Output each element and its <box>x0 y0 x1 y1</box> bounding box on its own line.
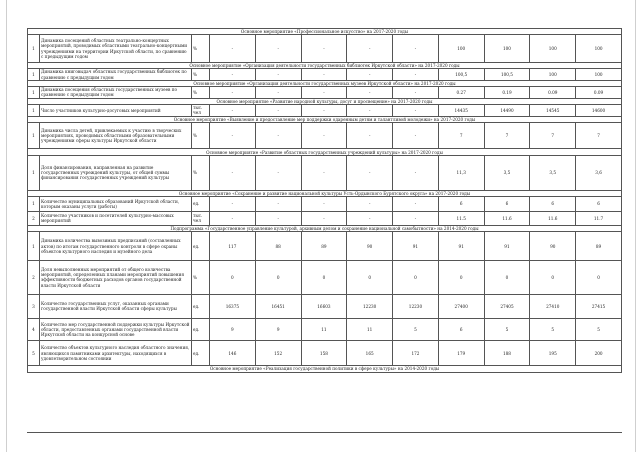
value-cell: 7 <box>484 122 530 149</box>
value-cell: - <box>347 155 393 190</box>
value-cell: - <box>347 211 393 225</box>
value-cell: 152 <box>255 341 301 366</box>
section-header: Основное мероприятие «Организация деятельности государственных библиотек Иркутской области» на 2017-2020 годы <box>28 62 622 68</box>
indicator-name: Количество муниципальных образований Иркутской области, которым оказаны услуги (работы) <box>40 197 192 212</box>
value-cell: - <box>393 211 439 225</box>
value-cell: - <box>255 197 301 212</box>
value-cell: 179 <box>438 341 484 366</box>
table-row <box>28 318 622 341</box>
indicator-name: Доля невыполненных мероприятий от общего количества мероприятий, определенных планами мероприятий повышения эффективности бюджетных расходов органов государственной власти Иркутской области <box>40 261 192 295</box>
value-cell: 16375 <box>210 294 256 318</box>
value-cell: - <box>393 69 439 81</box>
unit-cell: ед. <box>192 232 210 261</box>
value-cell: 5 <box>484 318 530 341</box>
value-cell: 6 <box>576 197 622 212</box>
value-cell: 88 <box>255 232 301 261</box>
value-cell: 172 <box>393 341 439 366</box>
value-cell: 14490 <box>484 105 530 117</box>
value-cell: 117 <box>210 232 256 261</box>
value-cell: - <box>347 122 393 149</box>
value-cell: 11.7 <box>576 211 622 225</box>
value-cell: - <box>393 155 439 190</box>
table-row <box>28 341 622 366</box>
row-number: 1 <box>28 155 40 190</box>
indicator-name: Динамика посещений областных театрально-концертных мероприятий, проводимых областными театрально-концертными учреждениями на территории Иркутской области, по сравнению с предыдущим годом <box>40 35 192 63</box>
value-cell: - <box>210 35 256 63</box>
value-cell: - <box>210 197 256 212</box>
value-cell: 3,5 <box>484 155 530 190</box>
value-cell: 3,6 <box>576 155 622 190</box>
value-cell: - <box>301 155 347 190</box>
row-number: 1 <box>28 69 40 81</box>
value-cell: 16451 <box>255 294 301 318</box>
value-cell: 11.5 <box>438 211 484 225</box>
value-cell: 0 <box>530 261 576 295</box>
value-cell: - <box>393 105 439 117</box>
value-cell: 11,3 <box>438 155 484 190</box>
value-cell: - <box>301 122 347 149</box>
value-cell: - <box>301 105 347 117</box>
value-cell: - <box>255 105 301 117</box>
section-header: Основное мероприятие «Реализация государственной политики в сфере культуры» на 2014-2020 годы <box>28 366 622 372</box>
table-row <box>28 294 622 318</box>
value-cell: 9 <box>210 318 256 341</box>
value-cell: 0.09 <box>576 87 622 99</box>
value-cell: - <box>210 87 256 99</box>
value-cell: 90 <box>530 232 576 261</box>
value-cell: 100 <box>530 69 576 81</box>
value-cell: - <box>255 211 301 225</box>
value-cell: - <box>347 87 393 99</box>
unit-cell: ед. <box>192 294 210 318</box>
value-cell: 5 <box>393 318 439 341</box>
indicator-name: Количество государственных услуг, оказанных органами государственной власти Иркутской области сферы культуры <box>40 294 192 318</box>
indicator-name: Динамика числа детей, привлекаемых к участию в творческих мероприятиях, проводимых областными образовательными учреждениями сферы культуры Иркутской области <box>40 122 192 149</box>
value-cell: - <box>210 69 256 81</box>
section-header: Основное мероприятие «Развитие областных государственных учреждений культуры» на 2017-2020 годы <box>28 149 622 155</box>
value-cell: 0 <box>484 261 530 295</box>
value-cell: - <box>255 35 301 63</box>
value-cell: - <box>255 155 301 190</box>
value-cell: 3,5 <box>530 155 576 190</box>
value-cell: 6 <box>530 197 576 212</box>
row-number: 5 <box>28 341 40 366</box>
row-number: 1 <box>28 87 40 99</box>
section-header: Основное мероприятие «Развитие народной культуры, досуг и просвещение» на 2017-2020 годы <box>28 98 622 104</box>
value-cell: 0.09 <box>530 87 576 99</box>
unit-cell: тыс. чел <box>192 211 210 225</box>
value-cell: - <box>255 87 301 99</box>
table-row <box>28 35 622 63</box>
table-row <box>28 197 622 212</box>
value-cell: 7 <box>576 122 622 149</box>
value-cell: - <box>301 69 347 81</box>
value-cell: 11 <box>301 318 347 341</box>
unit-cell: ед. <box>192 318 210 341</box>
value-cell: 11.6 <box>484 211 530 225</box>
row-number: 2 <box>28 261 40 295</box>
value-cell: - <box>210 122 256 149</box>
indicator-name: Динамика посещения областных государственных музеев по сравнению с предыдущим годом <box>40 87 192 99</box>
value-cell: 100 <box>438 35 484 63</box>
row-number: 3 <box>28 294 40 318</box>
value-cell: 9 <box>255 318 301 341</box>
value-cell: - <box>301 87 347 99</box>
value-cell: - <box>255 69 301 81</box>
section-header: Основное мероприятие «Сохранение и развитие национальной культуры Усть-Ордынского Бурятского округа» на 2017-2020 годы <box>28 190 622 196</box>
value-cell: 0.27 <box>438 87 484 99</box>
value-cell: - <box>255 122 301 149</box>
value-cell: 6 <box>484 197 530 212</box>
table-row <box>28 261 622 295</box>
value-cell: 12230 <box>393 294 439 318</box>
value-cell: 0 <box>438 261 484 295</box>
indicator-name: Доля финансирования, направленная на развитие государственных учреждений культуры, от общей суммы финансирования государственных учреждений культуры <box>40 155 192 190</box>
section-header: Основное мероприятие «Профессиональное искусство» на 2017-2020 годы <box>28 29 622 35</box>
value-cell: 158 <box>301 341 347 366</box>
value-cell: 14545 <box>530 105 576 117</box>
unit-cell: % <box>192 155 210 190</box>
row-number: 1 <box>28 35 40 63</box>
unit-cell: тыс. чел <box>192 105 210 117</box>
row-number: 4 <box>28 318 40 341</box>
row-number: 1 <box>28 197 40 212</box>
row-number: 2 <box>28 211 40 225</box>
unit-cell: % <box>192 69 210 81</box>
value-cell: 0 <box>393 261 439 295</box>
indicators-table <box>27 28 622 373</box>
value-cell: 27410 <box>530 294 576 318</box>
value-cell: 165 <box>347 341 393 366</box>
table-row <box>28 155 622 190</box>
value-cell: - <box>393 197 439 212</box>
value-cell: 0 <box>301 261 347 295</box>
value-cell: 146 <box>210 341 256 366</box>
value-cell: 12230 <box>347 294 393 318</box>
value-cell: 100,5 <box>484 69 530 81</box>
value-cell: 7 <box>438 122 484 149</box>
section-header: Подпрограмма «Государственное управление культурой, архивным делом и сохранение национальной самобытности» на 2014-2020 годы <box>28 225 622 231</box>
value-cell: - <box>347 35 393 63</box>
indicator-name: Количество мер государственной поддержки культуры Иркутской области, предоставленных органами государственной власти Иркутской области на конкурсной основе <box>40 318 192 341</box>
table-row <box>28 232 622 261</box>
value-cell: 100 <box>576 35 622 63</box>
indicator-name: Динамика книговыдач областных государственных библиотек по сравнению с предыдущим годом <box>40 69 192 81</box>
value-cell: - <box>347 105 393 117</box>
value-cell: 89 <box>576 232 622 261</box>
section-header-row <box>28 366 622 372</box>
value-cell: - <box>347 69 393 81</box>
value-cell: 6 <box>438 197 484 212</box>
value-cell: 91 <box>484 232 530 261</box>
value-cell: 0 <box>347 261 393 295</box>
value-cell: 100 <box>484 35 530 63</box>
value-cell: 0.19 <box>484 87 530 99</box>
value-cell: 90 <box>347 232 393 261</box>
value-cell: 91 <box>438 232 484 261</box>
value-cell: 188 <box>484 341 530 366</box>
value-cell: 6 <box>438 318 484 341</box>
table-bottom-border <box>27 432 622 433</box>
unit-cell: ед. <box>192 341 210 366</box>
value-cell: 27400 <box>438 294 484 318</box>
table-row <box>28 69 622 81</box>
section-header: Основное мероприятие «Выявление и предоставление мер поддержки одаренным детям и талантливой молодежи» на 2017-2020 годы <box>28 116 622 122</box>
indicator-name: Количество участников и посетителей культурно-массовых мероприятий <box>40 211 192 225</box>
value-cell: 89 <box>301 232 347 261</box>
value-cell: 7 <box>530 122 576 149</box>
value-cell: 200 <box>576 341 622 366</box>
value-cell: - <box>301 197 347 212</box>
value-cell: 0 <box>576 261 622 295</box>
value-cell: 100 <box>530 35 576 63</box>
unit-cell: % <box>192 122 210 149</box>
value-cell: 11 <box>347 318 393 341</box>
value-cell: - <box>393 87 439 99</box>
value-cell: - <box>210 211 256 225</box>
value-cell: 14435 <box>438 105 484 117</box>
value-cell: 5 <box>530 318 576 341</box>
table-row <box>28 105 622 117</box>
unit-cell: % <box>192 261 210 295</box>
table-row <box>28 87 622 99</box>
value-cell: 100 <box>576 69 622 81</box>
value-cell: 91 <box>393 232 439 261</box>
indicator-name: Количество объектов культурного наследия областного значения, являющихся памятниками архитектуры, находящихся в удовлетворительном состоянии <box>40 341 192 366</box>
value-cell: 0 <box>255 261 301 295</box>
row-number: 1 <box>28 122 40 149</box>
section-header: Основное мероприятие «Организация деятельности государственных музеев Иркутской области» на 2017-2020 годы <box>28 80 622 86</box>
unit-cell: % <box>192 87 210 99</box>
indicator-name: Динамика количества вывозимых предписаний (составленных актов) по итогам государственного контроля в сфере охраны объектов культурного наследия и музейного дела <box>40 232 192 261</box>
value-cell: 195 <box>530 341 576 366</box>
table-row <box>28 122 622 149</box>
document-page <box>6 0 636 452</box>
value-cell: - <box>210 105 256 117</box>
row-number: 1 <box>28 232 40 261</box>
table-row <box>28 211 622 225</box>
value-cell: - <box>301 35 347 63</box>
value-cell: 11.6 <box>530 211 576 225</box>
value-cell: 27405 <box>484 294 530 318</box>
value-cell: - <box>210 155 256 190</box>
value-cell: 0 <box>210 261 256 295</box>
unit-cell: % <box>192 35 210 63</box>
value-cell: - <box>393 35 439 63</box>
value-cell: 100,5 <box>438 69 484 81</box>
indicators-table-body <box>28 29 622 373</box>
value-cell: 5 <box>576 318 622 341</box>
row-number: 1 <box>28 105 40 117</box>
value-cell: 14600 <box>576 105 622 117</box>
unit-cell: ед. <box>192 197 210 212</box>
value-cell: 16603 <box>301 294 347 318</box>
value-cell: - <box>393 122 439 149</box>
value-cell: - <box>301 211 347 225</box>
indicator-name: Число участников культурно-досуговых мероприятий <box>40 105 192 117</box>
value-cell: - <box>347 197 393 212</box>
value-cell: 27415 <box>576 294 622 318</box>
